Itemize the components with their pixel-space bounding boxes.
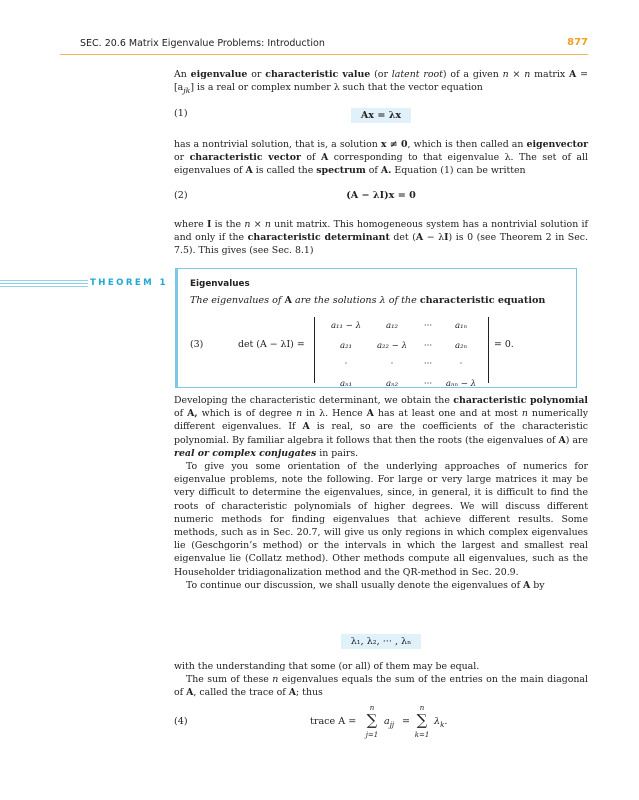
running-header bbox=[60, 36, 588, 52]
theorem-box bbox=[175, 268, 577, 388]
matrix-entry: a₂₁ bbox=[339, 341, 352, 351]
sum-upper: n bbox=[369, 704, 375, 712]
sum-lower: j=1 bbox=[365, 731, 379, 739]
matrix-entry: ··· bbox=[423, 379, 433, 389]
paragraph-sum: The sum of these n eigenvalues equals the sum of the entries on the main diagonal of A, called the trace of A; thus bbox=[174, 674, 588, 699]
equals: = bbox=[402, 716, 411, 727]
equation-number: (1) bbox=[174, 108, 188, 119]
matrix-entry: a₁₂ bbox=[385, 321, 398, 331]
matrix-entry: aₙ₂ bbox=[385, 379, 399, 389]
page-number: 877 bbox=[567, 37, 588, 48]
eigen-term: $\lambda_k$. bbox=[434, 716, 448, 729]
matrix-entry: ··· bbox=[423, 341, 433, 351]
matrix-entry: a₁ₙ bbox=[454, 321, 468, 331]
matrix-entry: · bbox=[459, 359, 463, 369]
matrix-entry: a₂₂ − λ bbox=[376, 341, 408, 351]
equation-eigenvalue-list bbox=[174, 634, 588, 650]
theorem-label: THEOREM 1 bbox=[90, 278, 168, 288]
sigma-icon: ∑ bbox=[366, 711, 378, 729]
paragraph-eigenvalue-definition: An eigenvalue or characteristic value (or latent root) of a given n × n matrix $A = [a_{jk}]$ is a real or complex number λ such that the vector equation bbox=[174, 69, 588, 96]
paragraph-continue: To continue our discussion, we shall usually denote the eigenvalues of A by bbox=[186, 579, 545, 591]
section-title: SEC. 20.6 Matrix Eigenvalue Problems: Introduction bbox=[80, 38, 325, 49]
equation-number: (3) bbox=[190, 339, 204, 350]
equation-2-body: (A − λI)x = 0 bbox=[346, 190, 416, 201]
matrix-entry: aₙₙ − λ bbox=[445, 379, 477, 389]
matrix-entry: a₁₁ − λ bbox=[330, 321, 362, 331]
equation-2 bbox=[174, 190, 588, 206]
sum-upper: n bbox=[419, 704, 425, 712]
paragraph-char-polynomial: Developing the characteristic determinant, we obtain the characteristic polynomial of A, which is of degree n in λ. Hence A has at least one and at most n numerically different eigenvalues. If A is real, so are the coefficients of the characteristic polynomial. By familiar algebra it follows that then the roots (the eigenvalues of A) are real or complex conjugates in pairs. To give you some orientation of the underlying approaches of numerics for eigenvalue problems, note the following. For large or very large matrices it may be very difficult to determine the eigenvalues, since, in general, it is difficult to find the roots of characteristic polynomials of higher degrees. We will discuss different numeric methods for finding eigenvalues that achieve different results. Some methods, such as in Sec. 20.7, will give us only regions in which complex eigenvalues lie (Geschgorin’s method) or the intervals in which the largest and smallest real eigenvalue lie (Collatz method). Other methods compute all eigenvalues, such as the Householder tridiagonalization method and the QR-method in Sec. 20.9. To continue our discussion, we shall usually denote the eigenvalues of A by bbox=[174, 395, 588, 591]
matrix-entry: · bbox=[390, 359, 394, 369]
trace-lhs: trace A = bbox=[310, 716, 357, 727]
equation-number: (2) bbox=[174, 190, 188, 201]
paragraph-equal: with the understanding that some (or all) of them may be equal. bbox=[174, 661, 480, 672]
matrix-entry: · bbox=[344, 359, 348, 369]
determinant-left-bar bbox=[314, 317, 315, 383]
paragraph-determinant: where I is the n × n unit matrix. This homogeneous system has a nontrivial solution if and only if the characteristic determinant det (A − λI) is 0 (see Theorem 2 in Sec. 7.5). This gives (see Sec. 8.1) bbox=[174, 219, 588, 257]
matrix-entry: ··· bbox=[423, 321, 433, 331]
eigenvalue-list: λ₁, λ₂, ··· , λₙ bbox=[341, 634, 422, 649]
equation-number: (4) bbox=[174, 716, 188, 727]
determinant-right-bar bbox=[488, 317, 489, 383]
equation-1-body: Ax = λx bbox=[351, 108, 411, 123]
paragraph-eigenvector: has a nontrivial solution, that is, a solution x ≠ 0, which is then called an eigenvector or characteristic vector of A corresponding to that eigenvalue λ. The set of all eigenvalues of A is called the spectrum of A. Equation (1) can be written bbox=[174, 139, 589, 177]
matrix-entry: aₙ₁ bbox=[339, 379, 353, 389]
paragraph-trace bbox=[174, 660, 588, 700]
theorem-statement: The eigenvalues of A are the solutions λ of the characteristic equation bbox=[190, 295, 546, 306]
diag-term: $a_{jj}$ bbox=[384, 716, 395, 729]
sum-lower: k=1 bbox=[414, 731, 430, 739]
matrix-entry: ··· bbox=[423, 359, 433, 369]
equation-4 bbox=[174, 704, 588, 744]
sigma-icon: ∑ bbox=[416, 711, 428, 729]
equation-1 bbox=[174, 108, 588, 124]
matrix-entry: a₂ₙ bbox=[454, 341, 468, 351]
determinant-lhs: det (A − λI) = bbox=[238, 339, 305, 350]
header-rule bbox=[60, 54, 588, 55]
theorem-title: Eigenvalues bbox=[190, 279, 250, 289]
determinant-rhs: = 0. bbox=[494, 339, 514, 350]
paragraph-numerics: To give you some orientation of the underlying approaches of numerics for eigenvalue problems, note the following. For large or very large matrices it may be very difficult to determine the eigenvalues, since, in general, it is difficult to find the roots of characteristic polynomials of higher degrees. We will discuss different numeric methods for finding eigenvalues that achieve different results. Some methods, such as in Sec. 20.7, will give us only regions in which complex eigenvalues lie (Geschgorin’s method) or the intervals in which the largest and smallest real eigenvalue lie (Collatz method). Other methods compute all eigenvalues, such as the Householder tridiagonalization method and the QR-method in Sec. 20.9. bbox=[174, 461, 588, 578]
